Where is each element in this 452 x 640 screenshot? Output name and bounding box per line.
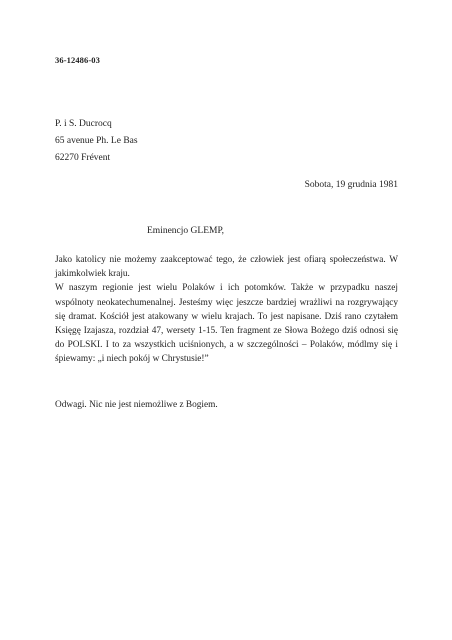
sender-street: 65 avenue Ph. Le Bas — [55, 136, 138, 146]
sender-city: 62270 Frévent — [55, 153, 111, 163]
closing-line: Odwagi. Nic nie jest niemożliwe z Bogiem. — [55, 400, 218, 410]
salutation: Eminencjo GLEMP, — [147, 226, 225, 236]
body-paragraph: W naszym regionie jest wielu Polaków i ich potomków. Także w przypadku naszej wspólnoty neokatechumenalnej. Jesteśmy więc jeszcze bardziej wrażliwi na rozgrywający się dramat. Kościół jest atakowany w wielu krajach. To jest napisane. Dziś rano czytałem Księgę Izajasza, rozdział 47, wersety 1-15. Ten fragment ze Słowa Bożego dziś odnosi się do POLSKI. I to za wszystkich uciśnionych, a w szczególności – Polaków, módlmy się i śpiewamy: „i niech pokój w Chrystusie!” — [55, 283, 398, 365]
reference-number: 36-12486-03 — [55, 55, 101, 65]
body-paragraph: Jako katolicy nie możemy zaakceptować tego, że człowiek jest ofiarą społeczeństwa. W jakimkolwiek kraju. — [55, 255, 398, 280]
sender-address — [55, 116, 138, 167]
letter-date: Sobota, 19 grudnia 1981 — [304, 180, 398, 190]
sender-name: P. i S. Ducrocq — [55, 119, 112, 129]
letter-body — [55, 253, 398, 367]
